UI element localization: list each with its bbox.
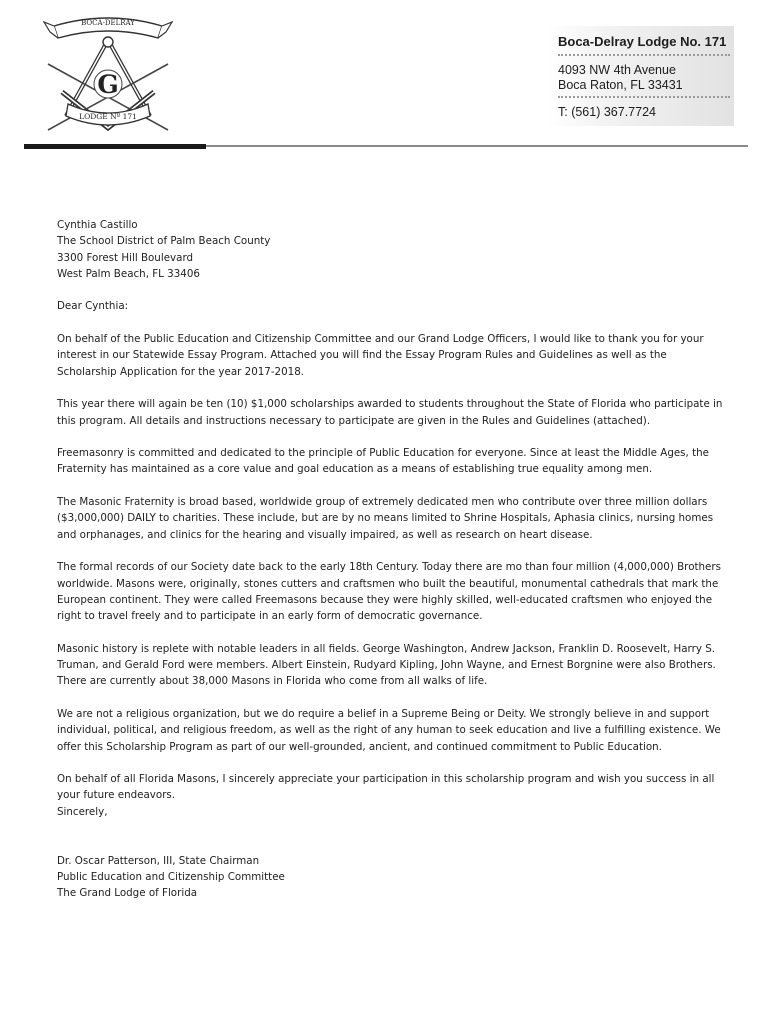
- address-line-2: Boca Raton, FL 33431: [558, 78, 683, 92]
- signer-organization: The Grand Lodge of Florida: [57, 887, 198, 900]
- recipient-organization: The School District of Palm Beach County: [57, 235, 271, 248]
- signer-committee: Public Education and Citizenship Committee: [57, 870, 285, 883]
- signature-block: [57, 853, 727, 902]
- logo-g-letter: G: [97, 70, 119, 99]
- logo-top-text: BOCA-DELRAY: [81, 19, 135, 27]
- signer-name-title: Dr. Oscar Patterson, III, State Chairman: [57, 854, 260, 867]
- lodge-name: Boca-Delray Lodge No. 171: [558, 34, 727, 49]
- letter-body: [57, 217, 727, 901]
- recipient-name: Cynthia Castillo: [57, 219, 138, 231]
- logo-bottom-text: LODGE Nº 171: [79, 112, 137, 121]
- body-paragraph: On behalf of the Public Education and Citizenship Committee and our Grand Lodge Officers, I would like to thank you for your interest in our Statewide Essay Program. Attached you will find the Essay Program Rules and Guidelines as well as the Scholarship Application for the year 2017-2018.: [57, 333, 704, 378]
- closing: Sincerely,: [57, 805, 108, 818]
- address-line-1: 4093 NW 4th Avenue: [558, 63, 676, 77]
- dotted-divider: [558, 54, 730, 56]
- recipient-street: 3300 Forest Hill Boulevard: [57, 251, 194, 264]
- recipient-city: West Palm Beach, FL 33406: [57, 267, 200, 280]
- phone-number: T: (561) 367.7724: [558, 105, 656, 119]
- masonic-emblem-logo: [40, 4, 176, 140]
- body-paragraph: On behalf of all Florida Masons, I sincerely appreciate your participation in this scholarship program and wish you success in all your future endeavors.: [57, 773, 715, 802]
- body-paragraph: Masonic history is replete with notable leaders in all fields. George Washington, Andrew Jackson, Franklin D. Roosevelt, Harry S. Truman, and Gerald Ford were members. Albert Einstein, Rudyard Kipling, John Wayne, and Ernest Borgnine were also Brothers. There are currently about 38,000 Masons in Florida who come from all walks of life.: [57, 642, 716, 688]
- dotted-divider: [558, 96, 730, 98]
- body-paragraph: The Masonic Fraternity is broad based, worldwide group of extremely dedicated men who contribute over three million dollars ($3,000,000) DAILY to charities. These include, but are by no means limited to Shrine Hospitals, Aphasia clinics, nursing homes and orphanages, and clinics for the hearing and visually impaired, as well as research on heart disease.: [57, 496, 714, 541]
- body-paragraph: We are not a religious organization, but we do require a belief in a Supreme Being or Deity. We strongly believe in and support individual, political, and religious freedom, as well as the right of any human to seek education and live a fulfilling existence. We offer this Scholarship Program as part of our well-grounded, ancient, and continued commitment to Public Education.: [57, 707, 721, 753]
- recipient-block: [57, 217, 727, 282]
- body-paragraph: This year there will again be ten (10) $1,000 scholarships awarded to students throughout the State of Florida who participate in this program. All details and instructions necessary to participate are given in the Rules and Guidelines (attached).: [57, 398, 723, 427]
- body-paragraph: The formal records of our Society date back to the early 18th Century. Today there are mo than four million (4,000,000) Brothers worldwide. Masons were, originally, stones cutters and craftsmen who built the beautiful, monumental cathedrals that mark the European continent. They were called Freemasons because they were highly skilled, well-educated craftsmen who enjoyed the right to travel freely and to participate in an early form of democratic governance.: [57, 561, 721, 623]
- salutation: Dear Cynthia:: [57, 300, 129, 313]
- header-rule-accent: [24, 144, 206, 149]
- body-paragraph: Freemasonry is committed and dedicated to the principle of Public Education for everyone. Since at least the Middle Ages, the Fraternity has maintained as a core value and goal education as a means of establishing true equality among men.: [57, 447, 709, 476]
